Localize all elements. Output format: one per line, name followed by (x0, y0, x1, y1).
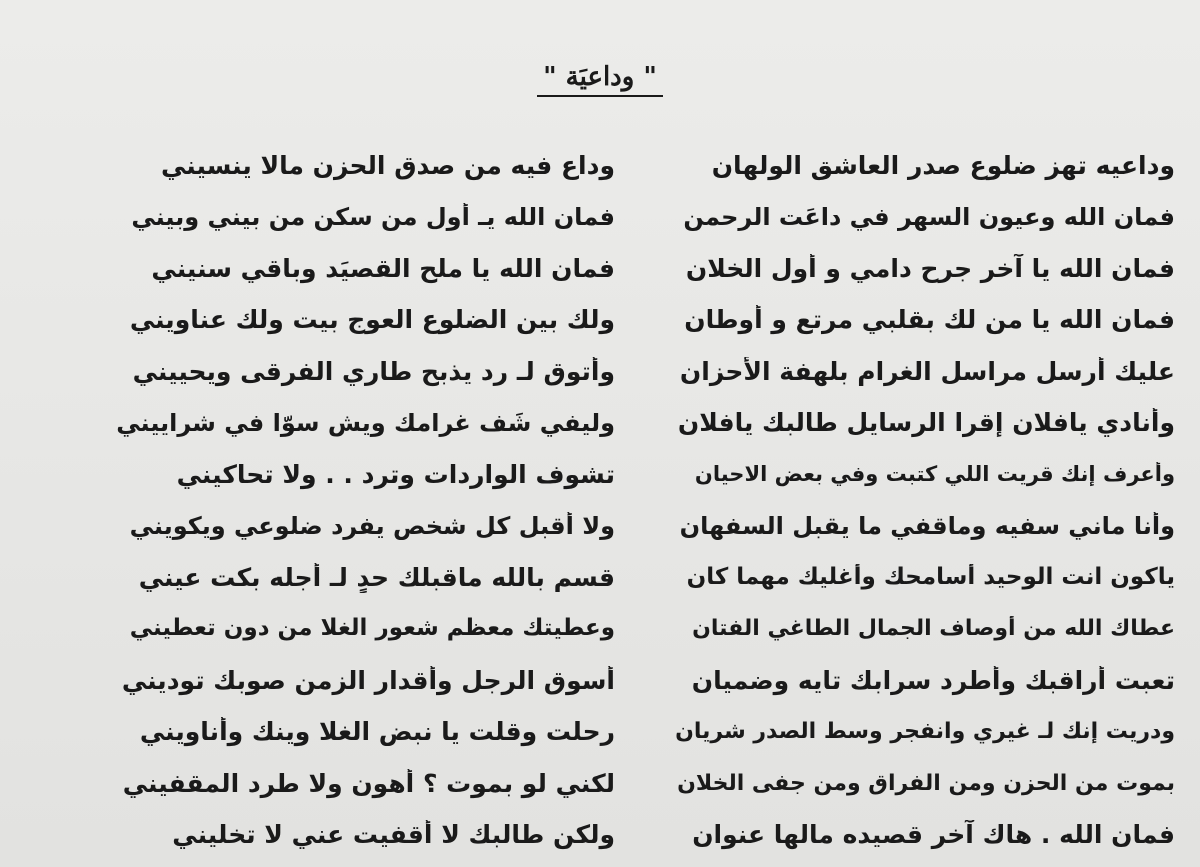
verse-first-hemistich: فمان الله يا من لك بقلبي مرتع و أوطان (684, 305, 1175, 335)
verse-second-hemistich: ولك بين الضلوع العوج بيت ولك عناويني (129, 305, 615, 335)
poem-title (0, 62, 1200, 97)
verse (115, 243, 1175, 295)
poem-title-text: " وداعيَة " (537, 62, 663, 97)
verse (115, 295, 1175, 347)
verse (115, 758, 1175, 810)
verse (115, 140, 1175, 192)
verse-second-hemistich: قسم بالله ماقبلك حدٍ لـ أجله بكت عيني (138, 562, 615, 592)
verse-second-hemistich: وليفي شَف غرامك ويش سوّا في شراييني (116, 408, 615, 437)
verse-first-hemistich: فمان الله يا آخر جرح دامي و أول الخلان (685, 253, 1175, 283)
verse (115, 449, 1175, 501)
verse-first-hemistich: تعبت أراقبك وأطرد سرابك تايه وضميان (691, 665, 1175, 695)
verse (115, 552, 1175, 604)
verse-first-hemistich: وأعرف إنك قريت اللي كتبت وفي بعض الاحيان (694, 462, 1175, 487)
verse-second-hemistich: ولا أقبل كل شخص يفرد ضلوعي ويكويني (129, 511, 615, 540)
verse-first-hemistich: بموت من الحزن ومن الفراق ومن جفى الخلان (677, 770, 1175, 796)
verse-second-hemistich: تشوف الواردات وترد . . ولا تحاكيني (176, 459, 615, 489)
verse-first-hemistich: ياكون انت الوحيد أسامحك وأغليك مهما كان (686, 563, 1175, 590)
verse (115, 810, 1175, 862)
verse-first-hemistich: وأنا ماني سفيه وماقفي ما يقبل السفهان (679, 511, 1175, 540)
verse-first-hemistich: وداعيه تهز ضلوع صدر العاشق الولهان (711, 150, 1175, 180)
verse (115, 346, 1175, 398)
verse (115, 655, 1175, 707)
verse-second-hemistich: وأتوق لـ رد يذبح طاري الفرقى ويحييني (132, 356, 615, 386)
verse-second-hemistich: ولكن طالبك لا أقفيت عني لا تخليني (172, 820, 615, 850)
verse-second-hemistich: لكني لو بموت ؟ أهون ولا طرد المقفيني (122, 768, 615, 798)
verse-first-hemistich: عليك أرسل مراسل الغرام بلهفة الأحزان (679, 356, 1175, 386)
verse-second-hemistich: وعطيتك معظم شعور الغلا من دون تعطيني (129, 615, 615, 642)
verse-first-hemistich: فمان الله . هاك آخر قصيده مالها عنوان (692, 820, 1175, 850)
verse-first-hemistich: عطاك الله من أوصاف الجمال الطاغي الفتان (692, 616, 1175, 642)
verse-second-hemistich: رحلت وقلت يا نبض الغلا وينك وأناويني (139, 717, 615, 747)
verse (115, 398, 1175, 450)
verse (115, 604, 1175, 656)
verse-second-hemistich: أسوق الرجل وأقدار الزمن صوبك توديني (121, 665, 615, 695)
verse (115, 192, 1175, 244)
verse-second-hemistich: فمان الله يا ملح القصيَد وباقي سنيني (151, 253, 615, 283)
verse-first-hemistich: وأنادي يافلان إقرا الرسايل طالبك يافلان (677, 408, 1175, 438)
poem-body (115, 140, 1175, 861)
verse-second-hemistich: فمان الله يـ أول من سكن من بيني وبيني (131, 202, 615, 231)
verse (115, 501, 1175, 553)
verse (115, 707, 1175, 759)
verse-second-hemistich: وداع فيه من صدق الحزن مالا ينسيني (161, 150, 615, 180)
verse-first-hemistich: فمان الله وعيون السهر في داعَت الرحمن (683, 202, 1175, 231)
verse-first-hemistich: ودريت إنك لـ غيري وانفجر وسط الصدر شريان (675, 719, 1175, 745)
